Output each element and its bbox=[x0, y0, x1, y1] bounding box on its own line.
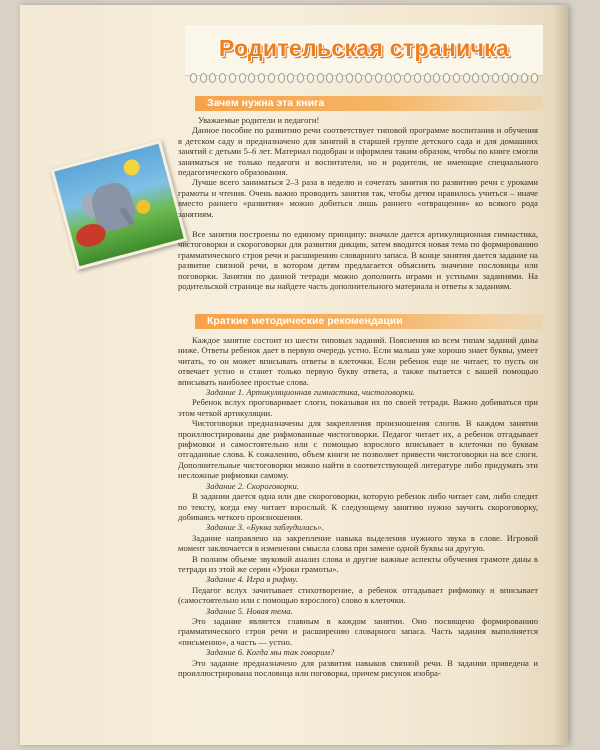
intro-text bbox=[178, 115, 538, 219]
spiral-ring bbox=[502, 73, 509, 83]
task-heading: Задание 5. Новая тема. bbox=[206, 605, 293, 616]
spiral-ring bbox=[336, 73, 343, 83]
intro-paragraph: Лучше всего заниматься 2–3 раза в неделю и сочетать занятия по развитию речи с уроками грамоты и чтения. Очень важно проводить занятия так, чтобы детям нравилось учиться – иначе вместо раннего «развития» можно добиться лишь раннего «отвращения» ко всякого рода занятиям. bbox=[178, 177, 538, 219]
section-header-recommendations bbox=[195, 314, 543, 329]
spiral-ring bbox=[229, 73, 236, 83]
spiral-ring bbox=[268, 73, 275, 83]
spiral-ring bbox=[239, 73, 246, 83]
book-page bbox=[20, 5, 568, 745]
recommendation-paragraph: Это задание является главным в каждом занятии. Оно посвящено формированию грамматического строя речи и расширению словарного запаса. Часть задания выполняется «письменно», а часть — устно. bbox=[178, 615, 538, 647]
spiral-ring bbox=[443, 73, 450, 83]
section-header-why bbox=[195, 96, 543, 111]
spiral-ring bbox=[433, 73, 440, 83]
task-heading: Задание 6. Когда мы так говорим? bbox=[206, 647, 335, 658]
spiral-ring bbox=[287, 73, 294, 83]
spiral-ring bbox=[190, 73, 197, 83]
intro-text-continued bbox=[178, 229, 538, 291]
intro-paragraph: Данное пособие по развитию речи соответствует типовой программе воспитания и обучения в детском саду и предназначено для занятий в старшей группе детского сада и для домашних занятий с детьми 5–6 лет. Материал подобран и оформлен таким образом, чтобы по книге смогли заниматься не только педагоги и воспитатели, но и родители, не имеющие специального педагогического образования. bbox=[178, 125, 538, 178]
spiral-ring bbox=[375, 73, 382, 83]
spiral-ring bbox=[248, 73, 255, 83]
spiral-ring bbox=[394, 73, 401, 83]
recommendation-paragraph: Это задание предназначено для развития навыков связной речи. В задании приведена и проиллюстрирована пословица или поговорка, причем рисунок изобра- bbox=[178, 657, 538, 678]
section-label: Краткие методические рекомендации bbox=[207, 315, 403, 327]
spiral-ring bbox=[482, 73, 489, 83]
greeting: Уважаемые родители и педагоги! bbox=[198, 115, 320, 125]
spiral-ring bbox=[258, 73, 265, 83]
spiral-ring bbox=[219, 73, 226, 83]
recommendation-paragraph: Педагог вслух зачитывает стихотворение, а ребенок отгадывает рифмовку и вписывает (самостоятельно или с помощью взрослого) слово в клеточки. bbox=[178, 584, 538, 606]
elephant-cartoon-picture bbox=[50, 140, 187, 270]
spiral-ring bbox=[472, 73, 479, 83]
spiral-ring bbox=[317, 73, 324, 83]
spiral-binding bbox=[190, 71, 538, 85]
task-heading: Задание 1. Артикуляционная гимнастика, чистоговорки. bbox=[206, 387, 415, 398]
spiral-ring bbox=[297, 73, 304, 83]
spiral-ring bbox=[278, 73, 285, 83]
spiral-ring bbox=[355, 73, 362, 83]
recommendation-paragraph: В полном объеме звуковой анализ слова и другие важные аспекты обучения грамоте даны в тетради из этой же серии «Уроки грамоты». bbox=[178, 553, 538, 574]
spiral-ring bbox=[511, 73, 518, 83]
chick-figure bbox=[135, 198, 152, 215]
recommendation-paragraph: Задание направлено на закрепление навыка выделения нужного звука в слове. Игровой момент заключается в изменении смысла слова при замене одной буквы на другую. bbox=[178, 532, 538, 554]
task-heading: Задание 3. «Буква заблудилась». bbox=[206, 522, 324, 533]
spiral-ring bbox=[414, 73, 421, 83]
spiral-ring bbox=[463, 73, 470, 83]
page-edge-shadow bbox=[554, 5, 568, 745]
spiral-ring bbox=[326, 73, 333, 83]
spiral-ring bbox=[531, 73, 538, 83]
recommendation-paragraph: Ребенок вслух проговаривает слоги, показывая их по своей тетради. Важно добиваться при этом четкой артикуляции. bbox=[178, 397, 538, 418]
task-heading: Задание 4. Игра в рифму. bbox=[206, 574, 298, 585]
header-card bbox=[185, 25, 543, 76]
recommendation-paragraph: В задании дается одна или две скороговорки, которую ребенок либо читает сам, либо следит по тексту, когда ему читает взрослый. К следующему занятию нужно заучить скороговорку, добиваясь четкого произношения. bbox=[178, 491, 538, 522]
page-title: Родительская страничка bbox=[218, 35, 510, 61]
sun-icon bbox=[122, 158, 142, 178]
recommendations-text bbox=[178, 335, 538, 678]
spiral-ring bbox=[307, 73, 314, 83]
spiral-ring bbox=[521, 73, 528, 83]
intro-paragraph: Все занятия построены по единому принципу: вначале дается артикуляционная гимнастика, чистоговорки и скороговорки для развития дикции, затем вводится новая тема по формированию грамматического строя речи и расширению словарного запаса. В конце занятия дается задание на развитие связной речи, в котором детям предлагается объяснить значение пословицы или поговорки. Занятия по данной тетради можно дополнить играми и устными заданиями. На родительской странице вы найдете часть дополнительного материала и ответы к заданиям. bbox=[178, 229, 538, 292]
spiral-ring bbox=[200, 73, 207, 83]
task-heading: Задание 2. Скороговорки. bbox=[206, 480, 299, 491]
spiral-ring bbox=[404, 73, 411, 83]
spiral-ring bbox=[492, 73, 499, 83]
spiral-ring bbox=[209, 73, 216, 83]
spiral-ring bbox=[385, 73, 392, 83]
spiral-ring bbox=[365, 73, 372, 83]
recommendation-paragraph: Каждое занятие состоит из шести типовых заданий. Пояснения ко всем типам заданий даны ниже. Ответы ребенок дает в первую очередь устно. Если малыш уже хорошо знает буквы, умеет читать, то он может вписывать ответы в клеточки. Если ребенок еще не читает, то пусть он отвечает устно и станет только первую букву ответа, а также пытается с вашей помощью вписывать наиболее простые слова. bbox=[178, 335, 538, 387]
section-label: Зачем нужна эта книга bbox=[207, 97, 325, 109]
spiral-ring bbox=[346, 73, 353, 83]
recommendation-paragraph: Чистоговорки предназначены для закрепления произношения слогов. В каждом занятии проиллюстрированы две рифмованные чистоговорки. Педагог читает их, а ребенок отгадывает рифмовки и самостоятельно или с помощью взрослого вписывает в клеточки по буквам отгаданные слова. К сожалению, объем книги не позволяет привести чистоговорки на все слоги. Дополнительные чистоговорки можно найти в соответствующей литературе либо придумать эти несложные рифмовки самому. bbox=[178, 418, 538, 481]
spiral-ring bbox=[424, 73, 431, 83]
spiral-ring bbox=[453, 73, 460, 83]
